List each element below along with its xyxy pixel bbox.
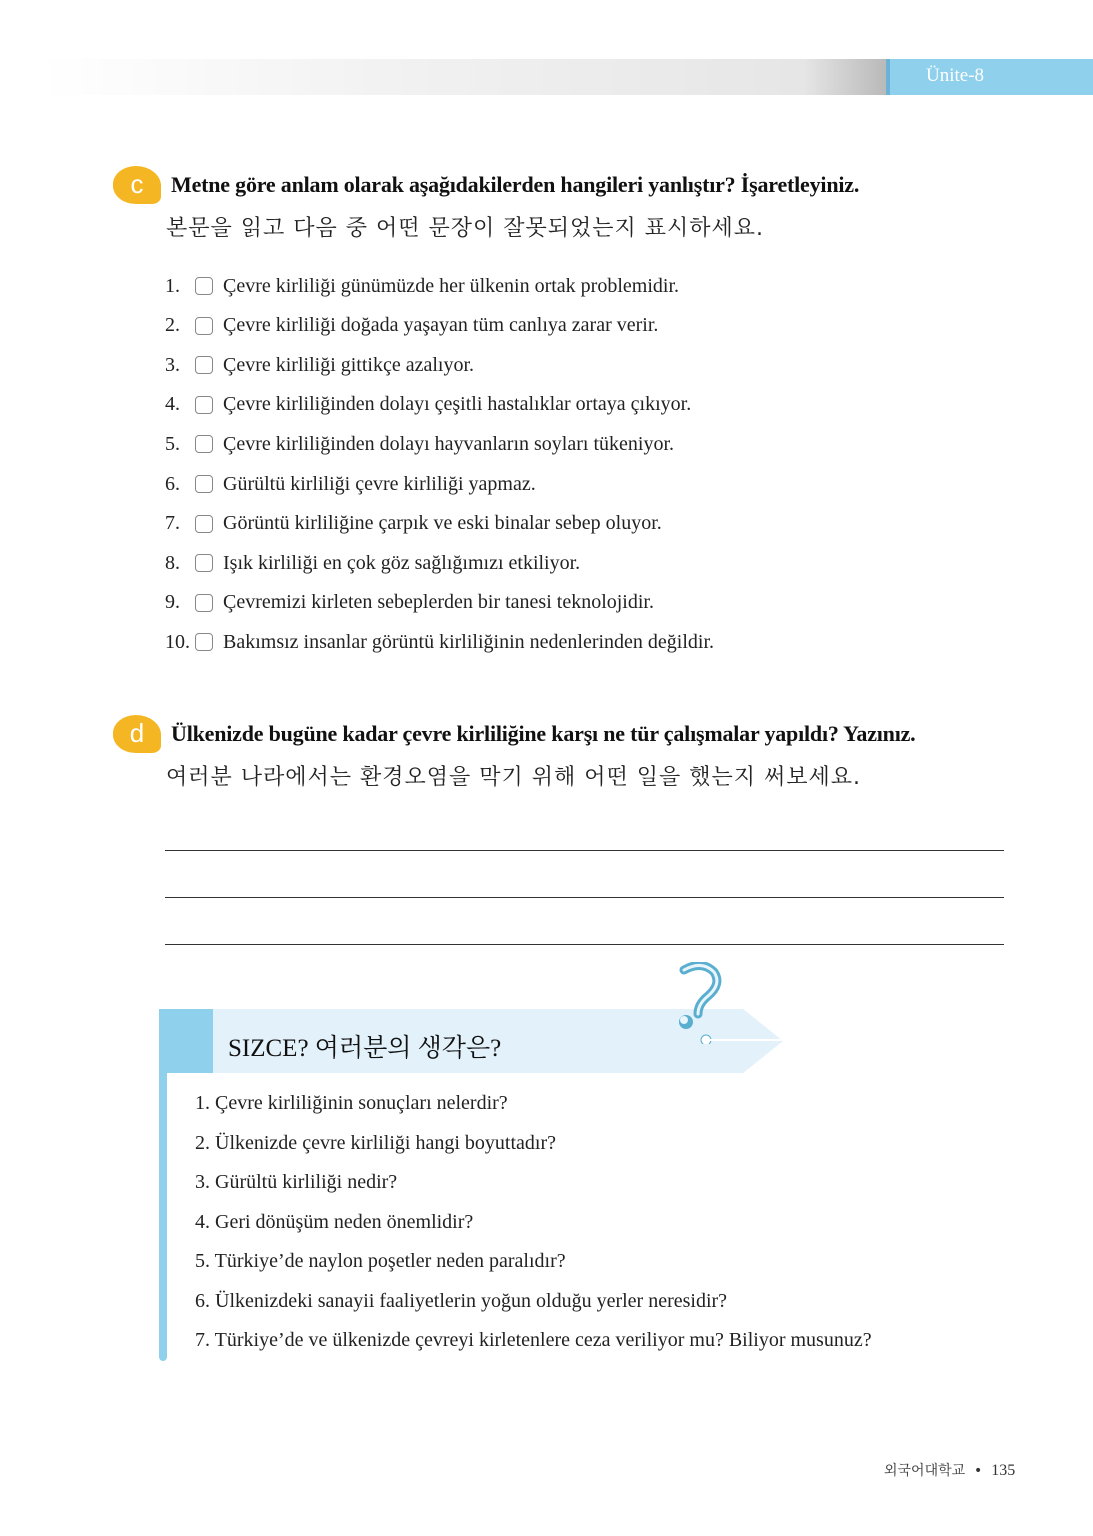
question-mark-icon: [672, 962, 784, 1044]
answer-line-3[interactable]: [165, 944, 1004, 945]
item-number: 1.: [165, 274, 180, 297]
checkbox[interactable]: [195, 475, 213, 493]
school-name: 외국어대학교: [884, 1463, 966, 1479]
item-text: Çevre kirliliği gittikçe azalıyor.: [223, 353, 475, 376]
statement-item: [165, 509, 662, 539]
item-number: 7.: [165, 512, 180, 535]
item-text: Gürültü kirliliği çevre kirliliği yapmaz.: [223, 472, 536, 495]
item-text: Görüntü kirliliğine çarpık ve eski binalar sebep oluyor.: [223, 512, 662, 535]
item-number: 10.: [165, 630, 190, 653]
statement-item: [165, 390, 691, 420]
item-number: 9.: [165, 591, 180, 614]
sizce-question: 1. Çevre kirliliğinin sonuçları nelerdir?: [195, 1092, 508, 1114]
section-c-subtitle: 본문을 읽고 다음 중 어떤 문장이 잘못되었는지 표시하세요.: [166, 216, 764, 241]
item-number: 3.: [165, 353, 180, 376]
item-number: 2.: [165, 314, 180, 337]
item-number: 6.: [165, 472, 180, 495]
sizce-question: 3. Gürültü kirliliği nedir?: [195, 1171, 398, 1193]
checkbox[interactable]: [195, 554, 213, 572]
sizce-question: 2. Ülkenizde çevre kirliliği hangi boyuttadır?: [195, 1131, 556, 1154]
statement-item: [165, 271, 679, 301]
checkbox[interactable]: [195, 277, 213, 295]
page-footer: [884, 1460, 1015, 1480]
statement-item: [165, 429, 674, 459]
bullet-separator: •: [969, 1463, 987, 1479]
header-bar: [40, 59, 888, 95]
checkbox[interactable]: [195, 594, 213, 612]
item-text: Bakımsız insanlar görüntü kirliliğinin nedenlerinden değildir.: [223, 630, 715, 653]
checkbox[interactable]: [195, 435, 213, 453]
item-text: Çevre kirliliği günümüzde her ülkenin ortak problemidir.: [223, 274, 680, 297]
statement-item: [165, 350, 474, 380]
item-number: 8.: [165, 551, 180, 574]
answer-line-1[interactable]: [165, 850, 1004, 851]
statement-item: [165, 627, 714, 657]
section-d-title: Ülkenizde bugüne kadar çevre kirliliğine karşı ne tür çalışmalar yapıldı? Yazınız.: [171, 721, 916, 746]
answer-line-2[interactable]: [165, 897, 1004, 898]
checkbox[interactable]: [195, 396, 213, 414]
sizce-question: 7. Türkiye’de ve ülkenizde çevreyi kirletenlere ceza veriliyor mu? Biliyor musunuz?: [195, 1329, 872, 1351]
statement-item: [165, 588, 654, 618]
statement-item: [165, 311, 658, 341]
item-text: Çevremizi kirleten sebeplerden bir tanesi teknolojidir.: [223, 591, 654, 614]
sizce-question: 4. Geri dönüşüm neden önemlidir?: [195, 1210, 474, 1233]
checkbox[interactable]: [195, 317, 213, 335]
sizce-banner-head: [159, 1009, 213, 1073]
section-d-badge: d: [113, 715, 161, 753]
item-number: 4.: [165, 393, 180, 416]
statement-item: [165, 548, 580, 578]
sizce-question: 6. Ülkenizdeki sanayii faaliyetlerin yoğun olduğu yerler neresidir?: [195, 1289, 728, 1312]
unit-label: Ünite-8: [926, 65, 985, 86]
checkbox[interactable]: [195, 356, 213, 374]
statement-item: [165, 469, 536, 499]
sizce-question: 5. Türkiye’de naylon poşetler neden paralıdır?: [195, 1250, 566, 1272]
section-c-title: Metne göre anlam olarak aşağıdakilerden hangileri yanlıştır? İşaretleyiniz.: [171, 172, 860, 197]
item-text: Çevre kirliliğinden dolayı hayvanların soyları tükeniyor.: [223, 432, 675, 455]
checkbox[interactable]: [195, 633, 213, 651]
item-number: 5.: [165, 432, 180, 455]
section-d-subtitle: 여러분 나라에서는 환경오염을 막기 위해 어떤 일을 했는지 써보세요.: [166, 765, 861, 790]
page-number: 135: [991, 1462, 1016, 1479]
item-text: Çevre kirliliğinden dolayı çeşitli hastalıklar ortaya çıkıyor.: [223, 393, 692, 416]
item-text: Çevre kirliliği doğada yaşayan tüm canlıya zarar verir.: [223, 314, 659, 337]
sizce-title: SIZCE? 여러분의 생각은?: [228, 1035, 502, 1062]
section-c-badge: c: [113, 166, 161, 204]
item-text: Işık kirliliği en çok göz sağlığımızı etkiliyor.: [223, 551, 581, 574]
unit-tab: [886, 59, 1093, 95]
checkbox[interactable]: [195, 515, 213, 533]
